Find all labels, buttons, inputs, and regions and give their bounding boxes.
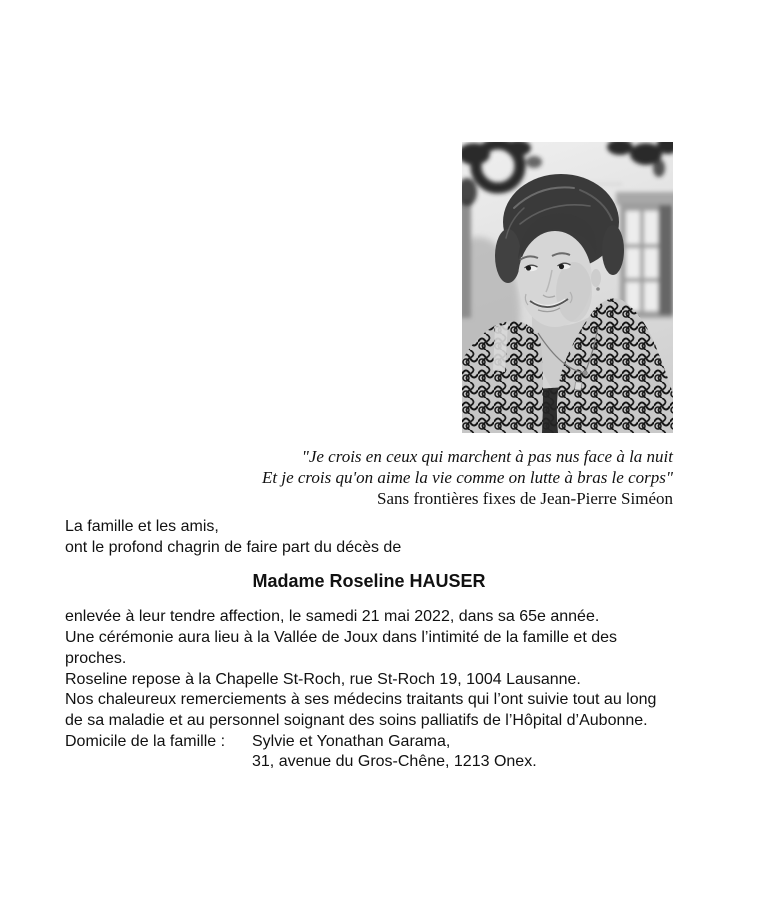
quote-attribution: Sans frontières fixes de Jean-Pierre Siméon <box>377 489 673 508</box>
family-home-row <box>65 732 715 753</box>
body-line: Roseline repose à la Chapelle St-Roch, rue St-Roch 19, 1004 Lausanne. <box>65 670 581 688</box>
quote-line-2: Et je crois qu'on aime la vie comme on lutte à bras le corps" <box>262 468 673 487</box>
intro-line: La famille et les amis, <box>65 518 219 535</box>
intro-line: ont le profond chagrin de faire part du décès de <box>65 538 402 556</box>
body-line: Nos chaleureux remerciements à ses médecins traitants qui l’ont suivie tout au long <box>65 691 657 709</box>
body-line: Une cérémonie aura lieu à la Vallée de Joux dans l’intimité de la famille et des <box>65 629 618 647</box>
announcement-text <box>65 517 715 773</box>
body-line: proches. <box>65 649 127 667</box>
body-line: enlevée à leur tendre affection, le samedi 21 mai 2022, dans sa 65e année. <box>65 608 600 626</box>
family-home-names: Sylvie et Yonathan Garama, <box>252 732 451 750</box>
portrait-photo <box>462 142 673 433</box>
family-home-address: 31, avenue du Gros-Chêne, 1213 Onex. <box>252 753 537 771</box>
portrait-photo-graphic <box>462 142 673 433</box>
quote-line-1: "Je crois en ceux qui marchent à pas nus face à la nuit <box>301 447 673 466</box>
deceased-name: Madame Roseline HAUSER <box>252 571 486 592</box>
body-line: de sa maladie et au personnel soignant des soins palliatifs de l’Hôpital d’Aubonne. <box>65 711 648 729</box>
quote-block <box>262 446 673 509</box>
family-home-label: Domicile de la famille : <box>65 732 226 750</box>
